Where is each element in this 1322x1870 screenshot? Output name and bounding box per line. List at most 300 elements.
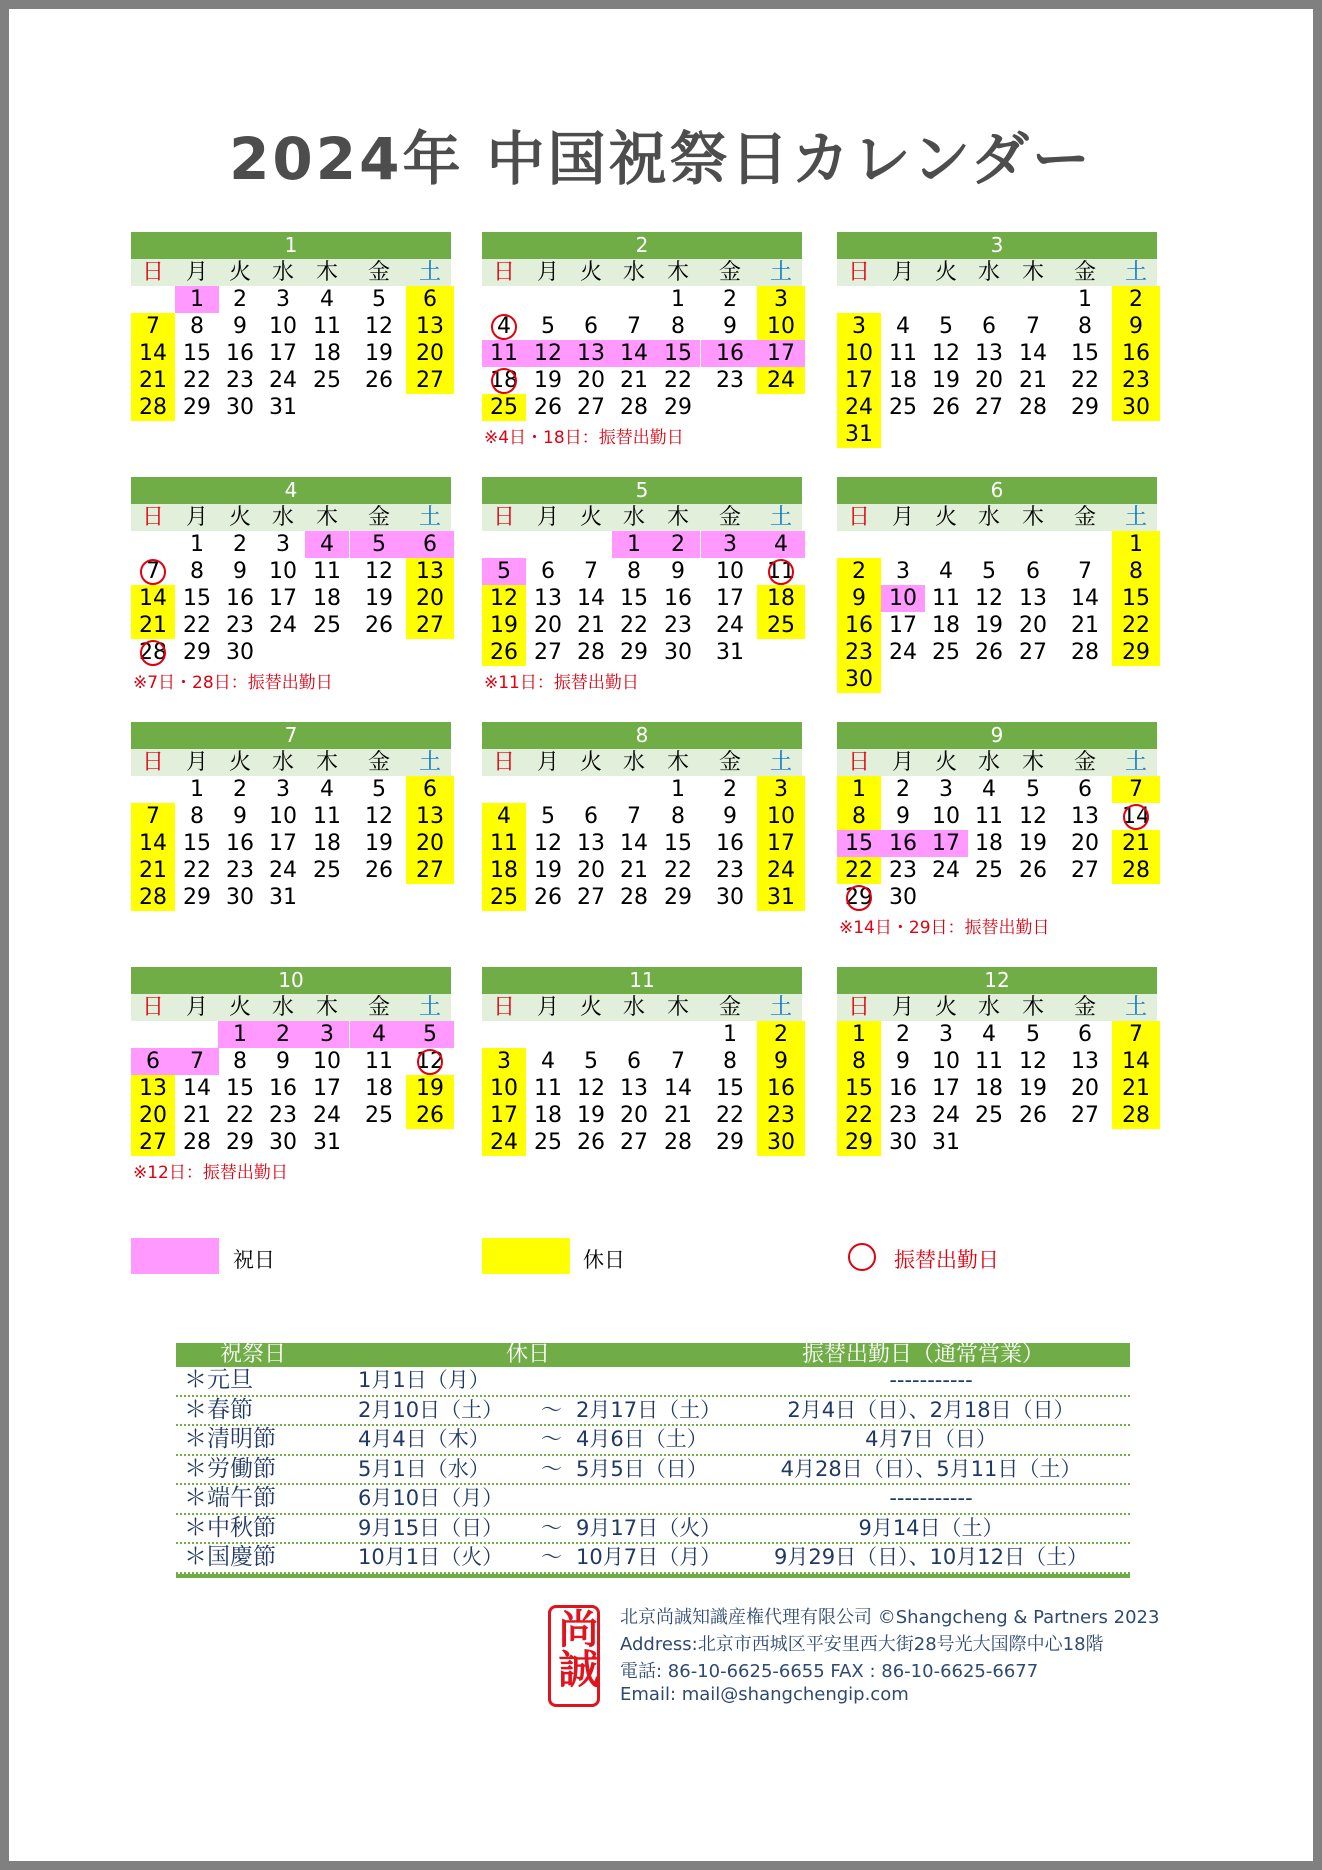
day-cell: 16 bbox=[226, 586, 254, 611]
day-cell: 16 bbox=[701, 340, 759, 367]
day-cell: 19 bbox=[365, 586, 393, 611]
day-cell: 15 bbox=[837, 830, 881, 857]
weekday-label: 水 bbox=[271, 260, 294, 285]
day-cell: 19 bbox=[534, 368, 562, 393]
weekday-label: 木 bbox=[1021, 750, 1044, 775]
day-cell: 30 bbox=[757, 1129, 805, 1156]
weekday-label: 日 bbox=[492, 260, 515, 285]
day-cell: 26 bbox=[1019, 858, 1047, 883]
weekday-label: 木 bbox=[666, 260, 689, 285]
day-cell: 16 bbox=[716, 831, 744, 856]
weekday-label: 土 bbox=[1124, 995, 1147, 1020]
day-cell: 18 bbox=[975, 1076, 1003, 1101]
day-cell: 11 bbox=[482, 340, 526, 367]
cell-from: 10月1日（火） bbox=[358, 1545, 504, 1569]
day-cell: 11 bbox=[767, 559, 795, 584]
month-header: 10 bbox=[131, 967, 451, 994]
weekday-label: 金 bbox=[367, 505, 390, 530]
day-cell: 14 bbox=[612, 340, 656, 367]
day-cell: 14 bbox=[1112, 1048, 1160, 1075]
day-cell: 1 bbox=[190, 777, 204, 802]
day-cell: 20 bbox=[975, 368, 1003, 393]
day-cell: 28 bbox=[131, 884, 175, 911]
day-cell: 9 bbox=[723, 804, 737, 829]
day-cell: 1 bbox=[612, 531, 656, 558]
day-cell: 2 bbox=[896, 1022, 910, 1047]
day-cell: 17 bbox=[482, 1102, 526, 1129]
day-cell: 12 bbox=[932, 341, 960, 366]
day-cell: 23 bbox=[716, 858, 744, 883]
day-cell: 11 bbox=[932, 586, 960, 611]
day-cell: 20 bbox=[131, 1102, 175, 1129]
weekend-swatch bbox=[482, 1238, 570, 1274]
day-cell: 11 bbox=[365, 1049, 393, 1074]
day-cell: 21 bbox=[1112, 1075, 1160, 1102]
day-cell: 26 bbox=[482, 639, 526, 666]
day-cell: 2 bbox=[723, 777, 737, 802]
day-cell: 18 bbox=[313, 831, 341, 856]
company-email: Email: mail@shangchengip.com bbox=[620, 1684, 909, 1705]
day-cell: 29 bbox=[664, 885, 692, 910]
day-cell: 31 bbox=[757, 884, 805, 911]
cell-name: ＊労働節 bbox=[184, 1455, 276, 1482]
day-cell: 8 bbox=[1078, 314, 1092, 339]
day-cell: 15 bbox=[620, 586, 648, 611]
makeup-workday-note: ※14日・29日：振替出勤日 bbox=[839, 918, 1050, 938]
month-days bbox=[837, 749, 1157, 911]
day-cell: 27 bbox=[577, 885, 605, 910]
day-cell: 4 bbox=[482, 803, 526, 830]
workday-circle-icon bbox=[140, 640, 166, 666]
day-cell: 13 bbox=[569, 340, 613, 367]
workday-circle-icon bbox=[140, 559, 166, 585]
day-cell: 11 bbox=[975, 1049, 1003, 1074]
seal-text: 尚誠 bbox=[552, 1608, 598, 1688]
day-cell: 29 bbox=[183, 395, 211, 420]
day-cell: 11 bbox=[889, 341, 917, 366]
day-cell: 21 bbox=[620, 858, 648, 883]
day-cell: 22 bbox=[620, 613, 648, 638]
day-cell: 18 bbox=[365, 1076, 393, 1101]
day-cell: 28 bbox=[1019, 395, 1047, 420]
day-cell: 9 bbox=[276, 1049, 290, 1074]
day-cell: 30 bbox=[1112, 394, 1160, 421]
weekday-label: 月 bbox=[536, 750, 559, 775]
day-cell: 8 bbox=[1112, 558, 1160, 585]
month-6 bbox=[837, 477, 1157, 692]
day-cell: 23 bbox=[1112, 367, 1160, 394]
cell-sep: ～ bbox=[541, 1545, 562, 1569]
day-cell: 5 bbox=[939, 314, 953, 339]
day-cell: 29 bbox=[1112, 639, 1160, 666]
month-header: 6 bbox=[837, 477, 1157, 504]
day-cell: 10 bbox=[757, 313, 805, 340]
day-cell: 8 bbox=[671, 314, 685, 339]
weekday-label: 火 bbox=[228, 505, 251, 530]
month-header: 8 bbox=[482, 722, 802, 749]
day-cell: 24 bbox=[482, 1129, 526, 1156]
weekday-label: 水 bbox=[271, 505, 294, 530]
day-cell: 6 bbox=[406, 776, 454, 803]
weekday-label: 金 bbox=[718, 995, 741, 1020]
day-cell: 4 bbox=[982, 1022, 996, 1047]
day-cell: 1 bbox=[1078, 287, 1092, 312]
day-cell: 5 bbox=[982, 559, 996, 584]
day-cell: 12 bbox=[526, 340, 570, 367]
cell-sep: ～ bbox=[541, 1515, 562, 1540]
day-cell: 20 bbox=[577, 858, 605, 883]
day-cell: 20 bbox=[406, 340, 454, 367]
day-cell: 13 bbox=[1071, 804, 1099, 829]
weekday-label: 月 bbox=[185, 505, 208, 530]
day-cell: 11 bbox=[313, 314, 341, 339]
legend-workday-label: 振替出勤日 bbox=[894, 1248, 999, 1272]
day-cell: 29 bbox=[716, 1130, 744, 1155]
day-cell: 21 bbox=[664, 1103, 692, 1128]
day-cell: 22 bbox=[837, 1102, 881, 1129]
day-cell: 13 bbox=[1019, 586, 1047, 611]
weekday-label: 金 bbox=[367, 260, 390, 285]
day-cell: 20 bbox=[406, 585, 454, 612]
weekday-label: 火 bbox=[934, 750, 957, 775]
day-cell: 1 bbox=[837, 1021, 881, 1048]
day-cell: 17 bbox=[716, 586, 744, 611]
month-9 bbox=[837, 722, 1157, 938]
day-cell: 7 bbox=[627, 314, 641, 339]
day-cell: 14 bbox=[1122, 804, 1150, 829]
day-cell: 20 bbox=[534, 613, 562, 638]
month-11 bbox=[482, 967, 802, 1156]
cell-from: 4月4日（木） bbox=[358, 1427, 490, 1451]
cell-to: 5月5日（日） bbox=[576, 1456, 708, 1481]
makeup-workday-note: ※12日：振替出勤日 bbox=[133, 1163, 288, 1183]
day-cell: 16 bbox=[837, 612, 881, 639]
day-cell: 26 bbox=[975, 640, 1003, 665]
day-cell: 20 bbox=[620, 1103, 648, 1128]
weekday-label: 土 bbox=[769, 505, 792, 530]
cell-sep: ～ bbox=[541, 1456, 562, 1481]
day-cell: 2 bbox=[723, 287, 737, 312]
day-cell: 26 bbox=[932, 395, 960, 420]
day-cell: 30 bbox=[226, 885, 254, 910]
month-header: 7 bbox=[131, 722, 451, 749]
table-header bbox=[176, 1343, 1130, 1367]
day-cell: 4 bbox=[541, 1049, 555, 1074]
day-cell: 27 bbox=[131, 1129, 175, 1156]
day-cell: 21 bbox=[131, 857, 175, 884]
day-cell: 7 bbox=[671, 1049, 685, 1074]
day-cell: 6 bbox=[627, 1049, 641, 1074]
workday-circle-icon bbox=[417, 1049, 443, 1075]
weekday-label: 土 bbox=[769, 260, 792, 285]
workday-circle-icon bbox=[491, 368, 517, 394]
day-cell: 31 bbox=[716, 640, 744, 665]
day-cell: 21 bbox=[1112, 830, 1160, 857]
day-cell: 4 bbox=[896, 314, 910, 339]
day-cell: 25 bbox=[889, 395, 917, 420]
day-cell: 20 bbox=[1071, 831, 1099, 856]
weekday-label: 火 bbox=[934, 995, 957, 1020]
day-cell: 11 bbox=[534, 1076, 562, 1101]
day-cell: 8 bbox=[837, 803, 881, 830]
month-days bbox=[131, 749, 451, 911]
day-cell: 5 bbox=[541, 804, 555, 829]
cell-name: ＊中秋節 bbox=[184, 1514, 276, 1541]
cell-to: 9月17日（火） bbox=[576, 1515, 722, 1540]
day-cell: 3 bbox=[276, 777, 290, 802]
day-cell: 30 bbox=[664, 640, 692, 665]
day-cell: 21 bbox=[1071, 613, 1099, 638]
cell-name: ＊元旦 bbox=[184, 1367, 253, 1393]
day-cell: 3 bbox=[305, 1021, 349, 1048]
weekday-label: 金 bbox=[718, 260, 741, 285]
day-cell: 5 bbox=[482, 558, 526, 585]
day-cell: 8 bbox=[723, 1049, 737, 1074]
day-cell: 20 bbox=[1071, 1076, 1099, 1101]
weekday-label: 金 bbox=[367, 995, 390, 1020]
day-cell: 14 bbox=[664, 1076, 692, 1101]
day-cell: 3 bbox=[276, 532, 290, 557]
day-cell: 9 bbox=[757, 1048, 805, 1075]
header-workday: 振替出勤日（通常営業） bbox=[802, 1342, 1045, 1367]
day-cell: 4 bbox=[757, 531, 805, 558]
weekday-label: 木 bbox=[1021, 995, 1044, 1020]
day-cell: 7 bbox=[584, 559, 598, 584]
month-7 bbox=[131, 722, 451, 911]
weekday-label: 日 bbox=[492, 995, 515, 1020]
weekday-label: 月 bbox=[891, 505, 914, 530]
day-cell: 9 bbox=[896, 1049, 910, 1074]
weekday-label: 日 bbox=[141, 750, 164, 775]
day-cell: 4 bbox=[497, 314, 511, 339]
month-4 bbox=[131, 477, 451, 693]
day-cell: 14 bbox=[1071, 586, 1099, 611]
day-cell: 29 bbox=[1071, 395, 1099, 420]
header-rest: 休日 bbox=[506, 1342, 551, 1367]
day-cell: 6 bbox=[1078, 1022, 1092, 1047]
day-cell: 16 bbox=[664, 586, 692, 611]
weekday-label: 土 bbox=[418, 995, 441, 1020]
day-cell: 17 bbox=[269, 341, 297, 366]
month-8 bbox=[482, 722, 802, 911]
day-cell: 18 bbox=[313, 341, 341, 366]
day-cell: 23 bbox=[226, 613, 254, 638]
cell-work: ----------- bbox=[889, 1368, 973, 1392]
month-header: 5 bbox=[482, 477, 802, 504]
day-cell: 10 bbox=[482, 1075, 526, 1102]
month-header: 9 bbox=[837, 722, 1157, 749]
day-cell: 15 bbox=[183, 341, 211, 366]
weekday-label: 水 bbox=[977, 995, 1000, 1020]
day-cell: 25 bbox=[365, 1103, 393, 1128]
weekday-label: 月 bbox=[891, 750, 914, 775]
weekday-label: 日 bbox=[141, 260, 164, 285]
day-cell: 6 bbox=[541, 559, 555, 584]
day-cell: 3 bbox=[276, 287, 290, 312]
weekday-label: 木 bbox=[666, 750, 689, 775]
day-cell: 9 bbox=[723, 314, 737, 339]
day-cell: 9 bbox=[896, 804, 910, 829]
day-cell: 19 bbox=[932, 368, 960, 393]
day-cell: 16 bbox=[269, 1076, 297, 1101]
day-cell: 24 bbox=[932, 858, 960, 883]
day-cell: 18 bbox=[889, 368, 917, 393]
day-cell: 19 bbox=[1019, 1076, 1047, 1101]
day-cell: 5 bbox=[584, 1049, 598, 1074]
day-cell: 13 bbox=[620, 1076, 648, 1101]
cell-work: 4月28日（日）、5月11日（土） bbox=[780, 1456, 1082, 1481]
day-cell: 29 bbox=[226, 1130, 254, 1155]
day-cell: 7 bbox=[1112, 1021, 1160, 1048]
day-cell: 28 bbox=[577, 640, 605, 665]
day-cell: 25 bbox=[534, 1130, 562, 1155]
day-cell: 28 bbox=[131, 394, 175, 421]
day-cell: 17 bbox=[889, 613, 917, 638]
day-cell: 2 bbox=[233, 777, 247, 802]
day-cell: 12 bbox=[416, 1049, 444, 1074]
day-cell: 23 bbox=[226, 368, 254, 393]
day-cell: 13 bbox=[577, 831, 605, 856]
day-cell: 12 bbox=[365, 559, 393, 584]
day-cell: 13 bbox=[406, 803, 454, 830]
cell-name: ＊端午節 bbox=[184, 1485, 276, 1511]
day-cell: 15 bbox=[716, 1076, 744, 1101]
month-days bbox=[837, 994, 1157, 1156]
day-cell: 18 bbox=[975, 831, 1003, 856]
workday-circle-icon bbox=[848, 1243, 876, 1271]
day-cell: 12 bbox=[1019, 1049, 1047, 1074]
weekday-label: 日 bbox=[847, 750, 870, 775]
day-cell: 28 bbox=[664, 1130, 692, 1155]
weekday-label: 土 bbox=[418, 505, 441, 530]
cell-from: 5月1日（水） bbox=[358, 1456, 490, 1481]
month-header: 2 bbox=[482, 232, 802, 259]
weekday-label: 月 bbox=[536, 995, 559, 1020]
weekday-label: 木 bbox=[1021, 505, 1044, 530]
day-cell: 17 bbox=[757, 340, 805, 367]
day-cell: 17 bbox=[932, 1076, 960, 1101]
day-cell: 26 bbox=[365, 613, 393, 638]
day-cell: 21 bbox=[131, 367, 175, 394]
weekday-label: 水 bbox=[622, 260, 645, 285]
day-cell: 12 bbox=[1019, 804, 1047, 829]
weekday-label: 木 bbox=[315, 750, 338, 775]
month-header: 12 bbox=[837, 967, 1157, 994]
day-cell: 31 bbox=[313, 1130, 341, 1155]
day-cell: 26 bbox=[406, 1102, 454, 1129]
day-cell: 28 bbox=[1112, 1102, 1160, 1129]
day-cell: 2 bbox=[1112, 286, 1160, 313]
weekday-label: 木 bbox=[315, 260, 338, 285]
day-cell: 26 bbox=[365, 368, 393, 393]
day-cell: 26 bbox=[534, 885, 562, 910]
day-cell: 3 bbox=[837, 313, 881, 340]
day-cell: 22 bbox=[664, 858, 692, 883]
day-cell: 24 bbox=[932, 1103, 960, 1128]
day-cell: 27 bbox=[1071, 1103, 1099, 1128]
day-cell: 12 bbox=[975, 586, 1003, 611]
day-cell: 4 bbox=[939, 559, 953, 584]
day-cell: 10 bbox=[269, 314, 297, 339]
cell-to: 2月17日（土） bbox=[576, 1397, 722, 1422]
day-cell: 27 bbox=[1019, 640, 1047, 665]
day-cell: 6 bbox=[982, 314, 996, 339]
makeup-workday-note: ※11日：振替出勤日 bbox=[484, 673, 639, 693]
day-cell: 27 bbox=[577, 395, 605, 420]
day-cell: 10 bbox=[269, 559, 297, 584]
cell-from: 2月10日（土） bbox=[358, 1397, 504, 1422]
day-cell: 13 bbox=[1071, 1049, 1099, 1074]
day-cell: 8 bbox=[627, 559, 641, 584]
day-cell: 20 bbox=[1019, 613, 1047, 638]
day-cell: 25 bbox=[313, 613, 341, 638]
month-days bbox=[482, 504, 802, 666]
table-row bbox=[176, 1485, 1130, 1515]
day-cell: 8 bbox=[190, 314, 204, 339]
table-row bbox=[176, 1515, 1130, 1545]
day-cell: 16 bbox=[226, 831, 254, 856]
day-cell: 7 bbox=[131, 803, 175, 830]
day-cell: 14 bbox=[620, 831, 648, 856]
day-cell: 25 bbox=[757, 612, 805, 639]
day-cell: 25 bbox=[482, 884, 526, 911]
day-cell: 15 bbox=[183, 586, 211, 611]
day-cell: 22 bbox=[1112, 612, 1160, 639]
day-cell: 27 bbox=[406, 612, 454, 639]
day-cell: 4 bbox=[305, 531, 349, 558]
day-cell: 4 bbox=[982, 777, 996, 802]
cell-from: 6月10日（月） bbox=[358, 1486, 504, 1510]
day-cell: 7 bbox=[1112, 776, 1160, 803]
day-cell: 21 bbox=[131, 612, 175, 639]
table-row bbox=[176, 1397, 1130, 1427]
day-cell: 11 bbox=[313, 559, 341, 584]
weekday-label: 水 bbox=[977, 260, 1000, 285]
day-cell: 25 bbox=[932, 640, 960, 665]
day-cell: 15 bbox=[1112, 585, 1160, 612]
day-cell: 3 bbox=[757, 776, 805, 803]
day-cell: 30 bbox=[226, 640, 254, 665]
day-cell: 18 bbox=[932, 613, 960, 638]
day-cell: 12 bbox=[482, 585, 526, 612]
weekday-label: 金 bbox=[1073, 260, 1096, 285]
day-cell: 5 bbox=[406, 1021, 454, 1048]
day-cell: 29 bbox=[183, 885, 211, 910]
day-cell: 1 bbox=[175, 286, 219, 313]
day-cell: 22 bbox=[183, 858, 211, 883]
day-cell: 3 bbox=[939, 777, 953, 802]
table-bottom-rule bbox=[176, 1574, 1130, 1578]
day-cell: 27 bbox=[975, 395, 1003, 420]
day-cell: 29 bbox=[837, 1129, 881, 1156]
day-cell: 17 bbox=[269, 831, 297, 856]
day-cell: 10 bbox=[313, 1049, 341, 1074]
month-days bbox=[482, 749, 802, 911]
day-cell: 21 bbox=[183, 1103, 211, 1128]
weekday-label: 日 bbox=[141, 505, 164, 530]
table-row bbox=[176, 1367, 1130, 1397]
cell-sep: ～ bbox=[541, 1397, 562, 1422]
day-cell: 22 bbox=[837, 857, 881, 884]
day-cell: 20 bbox=[577, 368, 605, 393]
day-cell: 2 bbox=[837, 558, 881, 585]
day-cell: 28 bbox=[1071, 640, 1099, 665]
day-cell: 10 bbox=[837, 340, 881, 367]
day-cell: 31 bbox=[269, 395, 297, 420]
day-cell: 22 bbox=[664, 368, 692, 393]
day-cell: 17 bbox=[924, 830, 968, 857]
day-cell: 9 bbox=[233, 804, 247, 829]
